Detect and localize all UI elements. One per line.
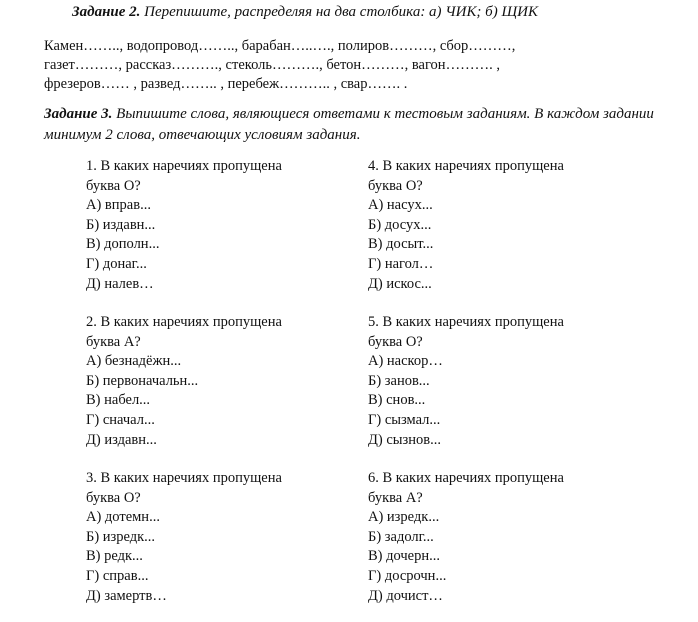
answer-option: Д) замертв… <box>86 587 167 604</box>
answer-option: Г) сызмал... <box>368 411 441 428</box>
answer-option: Д) дочист… <box>368 587 443 604</box>
answer-option: В) снов... <box>368 392 426 409</box>
question-text: буква О? <box>368 333 423 350</box>
answer-option: А) вправ... <box>86 197 151 214</box>
task3-heading <box>44 104 654 146</box>
question-text: буква О? <box>368 177 423 194</box>
question-4 <box>368 157 628 294</box>
answer-option: Г) нагол… <box>368 255 434 272</box>
question-text: буква О? <box>86 489 141 506</box>
question-text: 1. В каких наречиях пропущена <box>86 158 282 174</box>
answer-option: Б) задолг... <box>368 528 434 545</box>
task3-instruction: Выпишите слова, являющиеся ответами к тестовым заданиям. В каждом задании минимум 2 слова, отвечающих условиям задания. <box>44 106 654 143</box>
answer-option: Г) сначал... <box>86 411 155 428</box>
question-text: 3. В каких наречиях пропущена <box>86 470 282 486</box>
answer-option: Д) искос... <box>368 275 432 292</box>
question-1 <box>86 157 346 294</box>
answer-option: Д) сызнов... <box>368 431 441 448</box>
answer-option: В) дочерн... <box>368 548 440 565</box>
task2-words-line-3: фрезеров…… , развед…….. , перебеж……….. , свар……. . <box>44 76 408 92</box>
answer-option: А) дотемн... <box>86 509 160 526</box>
task2-words-line-1: Камен…….., водопровод…….., барабан…..…., полиров………, сбор………, <box>44 38 516 54</box>
answer-option: Г) справ... <box>86 567 149 584</box>
answer-option: В) досыт... <box>368 236 434 253</box>
answer-option: Д) налев… <box>86 275 154 292</box>
question-text: буква О? <box>86 177 141 194</box>
question-6 <box>368 469 628 606</box>
answer-option: Д) издавн... <box>86 431 157 448</box>
question-3 <box>86 469 346 606</box>
question-text: 5. В каких наречиях пропущена <box>368 314 564 330</box>
answer-option: Б) изредк... <box>86 528 156 545</box>
question-5 <box>368 313 628 450</box>
task2-heading <box>72 2 538 22</box>
task2-words-line-2: газет………, рассказ………., стеколь………., бетон………, вагон………. , <box>44 57 500 73</box>
answer-option: А) наскор… <box>368 353 443 370</box>
answer-option: А) насух... <box>368 197 433 214</box>
answer-option: А) безнадёжн... <box>86 353 182 370</box>
question-text: буква А? <box>86 333 141 350</box>
answer-option: Г) донаг... <box>86 255 147 272</box>
answer-option: Б) издавн... <box>86 216 156 233</box>
answer-option: Б) досух... <box>368 216 432 233</box>
task2-instruction: Перепишите, распределяя на два столбика: а) ЧИК; б) ЩИК <box>144 4 538 20</box>
question-text: буква А? <box>368 489 423 506</box>
question-2 <box>86 313 346 450</box>
question-text: 6. В каких наречиях пропущена <box>368 470 564 486</box>
answer-option: Г) досрочн... <box>368 567 447 584</box>
answer-option: В) набел... <box>86 392 151 409</box>
task3-title: Задание 3. <box>44 106 113 122</box>
question-text: 4. В каких наречиях пропущена <box>368 158 564 174</box>
answer-option: Б) первоначальн... <box>86 372 199 389</box>
question-text: 2. В каких наречиях пропущена <box>86 314 282 330</box>
answer-option: В) редк... <box>86 548 143 565</box>
task2-title: Задание 2. <box>72 4 141 20</box>
answer-option: А) изредк... <box>368 509 440 526</box>
answer-option: Б) занов... <box>368 372 430 389</box>
answer-option: В) дополн... <box>86 236 160 253</box>
